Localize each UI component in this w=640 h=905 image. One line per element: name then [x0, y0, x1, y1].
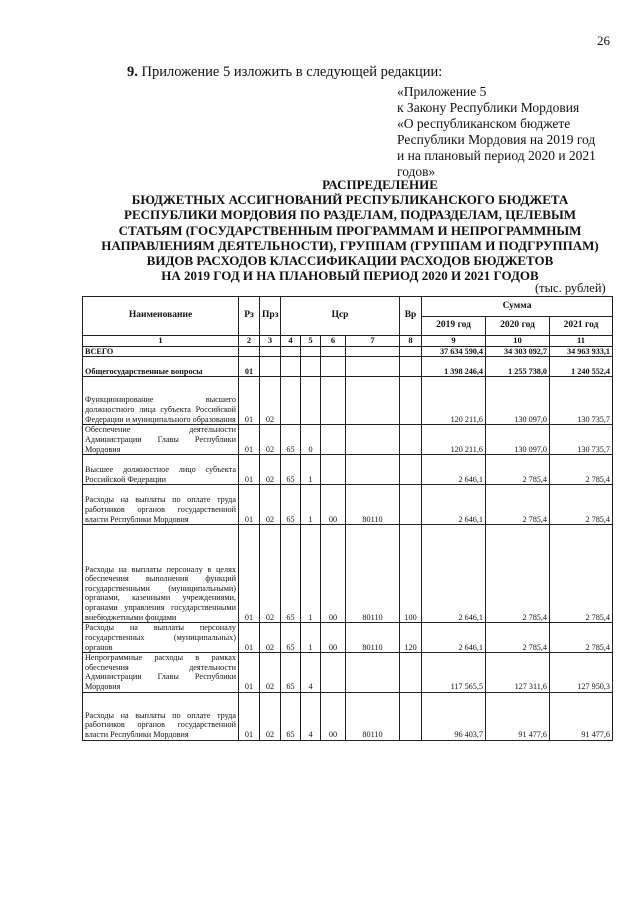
cell-c3: 00: [321, 692, 346, 740]
cell-c1: 65: [281, 692, 301, 740]
cell-prz: 02: [260, 485, 281, 525]
cell-c1: [281, 357, 301, 377]
cell-c1: 65: [281, 525, 301, 623]
cell-c4: 80110: [346, 623, 400, 653]
cell-y2019: 2 646,1: [422, 623, 486, 653]
cell-vr: [400, 346, 422, 357]
cell-vr: [400, 653, 422, 692]
cell-rz: 01: [239, 357, 260, 377]
cell-y2021: 2 785,4: [550, 623, 613, 653]
cell-name: Высшее должностное лицо субъекта Российской Федерации: [83, 455, 239, 485]
cell-prz: 02: [260, 425, 281, 455]
cell-c2: 0: [301, 425, 321, 455]
cell-y2019: 117 565,5: [422, 653, 486, 692]
cell-y2021: 1 240 552,4: [550, 357, 613, 377]
cell-c3: [321, 455, 346, 485]
cell-y2020: 130 097,0: [486, 425, 550, 455]
cell-vr: [400, 425, 422, 455]
column-number: 10: [486, 336, 550, 347]
table-row: [83, 425, 613, 455]
cell-c2: [301, 377, 321, 425]
cell-c1: 65: [281, 455, 301, 485]
column-number: 9: [422, 336, 486, 347]
cell-y2020: 2 785,4: [486, 485, 550, 525]
cell-c4: [346, 455, 400, 485]
cell-y2021: 2 785,4: [550, 485, 613, 525]
annex-line: к Закону Республики Мордовия: [397, 100, 580, 115]
column-number: 2: [239, 336, 260, 347]
cell-y2020: 2 785,4: [486, 455, 550, 485]
cell-c3: 00: [321, 623, 346, 653]
cell-c1: 65: [281, 623, 301, 653]
cell-vr: [400, 455, 422, 485]
table-row: [83, 653, 613, 692]
cell-name: Расходы на выплаты по оплате труда работников органов государственной власти Республики Мордовия: [83, 485, 239, 525]
cell-vr: [400, 357, 422, 377]
cell-c1: 65: [281, 653, 301, 692]
header-vr: Вр: [400, 297, 422, 336]
cell-c2: [301, 357, 321, 377]
cell-c1: 65: [281, 485, 301, 525]
cell-c2: 1: [301, 485, 321, 525]
cell-y2020: 34 303 092,7: [486, 346, 550, 357]
column-number: 5: [301, 336, 321, 347]
cell-y2019: 1 398 246,4: [422, 357, 486, 377]
cell-y2019: 2 646,1: [422, 455, 486, 485]
cell-vr: [400, 377, 422, 425]
cell-rz: 01: [239, 485, 260, 525]
table-row: [83, 377, 613, 425]
table-row: [83, 525, 613, 623]
cell-c4: [346, 653, 400, 692]
annex-header: [397, 84, 612, 180]
title-line: НАПРАВЛЕНИЯМ ДЕЯТЕЛЬНОСТИ), ГРУППАМ (ГРУППАМ И ПОДГРУППАМ): [101, 237, 599, 253]
column-number: 7: [346, 336, 400, 347]
cell-c4: [346, 425, 400, 455]
cell-prz: 02: [260, 455, 281, 485]
cell-y2021: 34 963 933,1: [550, 346, 613, 357]
cell-prz: 02: [260, 623, 281, 653]
cell-c2: 1: [301, 623, 321, 653]
column-number: 1: [83, 336, 239, 347]
title-line: РАСПРЕДЕЛЕНИЕ: [322, 177, 438, 192]
cell-c2: 1: [301, 455, 321, 485]
column-number: 11: [550, 336, 613, 347]
cell-y2019: 37 634 590,4: [422, 346, 486, 357]
cell-c3: [321, 357, 346, 377]
cell-rz: [239, 346, 260, 357]
unit-label: (тыс. рублей): [535, 281, 606, 295]
cell-prz: [260, 346, 281, 357]
column-number-row: [83, 336, 613, 347]
cell-y2019: 120 211,6: [422, 425, 486, 455]
cell-rz: 01: [239, 425, 260, 455]
header-rz: Рз: [239, 297, 260, 336]
title-line: СТАТЬЯМ (ГОСУДАРСТВЕННЫМ ПРОГРАММАМ И НЕПРОГРАММНЫМ: [118, 222, 582, 238]
cell-c4: [346, 357, 400, 377]
cell-c2: [301, 346, 321, 357]
annex-line: Республики Мордовия на 2019 год: [397, 132, 596, 147]
header-2020: 2020 год: [486, 317, 550, 336]
header-prz: Прз: [260, 297, 281, 336]
annex-line: и на плановый период 2020 и 2021: [397, 148, 596, 163]
header-name: Наименование: [83, 297, 239, 336]
cell-y2021: 127 950,3: [550, 653, 613, 692]
column-number: 4: [281, 336, 301, 347]
annex-line: «О республиканском бюджете: [397, 116, 571, 131]
table-row: [83, 692, 613, 740]
header-sum: Сумма: [422, 297, 613, 317]
item-number: 9.: [127, 64, 138, 80]
cell-vr: 120: [400, 623, 422, 653]
cell-vr: [400, 692, 422, 740]
cell-y2019: 96 403,7: [422, 692, 486, 740]
cell-c2: 4: [301, 653, 321, 692]
cell-y2020: 91 477,6: [486, 692, 550, 740]
cell-y2021: 130 735,7: [550, 377, 613, 425]
cell-name: Расходы на выплаты персоналу государственных (муниципальных) органов: [83, 623, 239, 653]
cell-name: Обеспечение деятельности Администрации Главы Республики Мордовия: [83, 425, 239, 455]
cell-prz: 02: [260, 525, 281, 623]
cell-c3: [321, 653, 346, 692]
cell-rz: 01: [239, 692, 260, 740]
cell-prz: 02: [260, 692, 281, 740]
cell-rz: 01: [239, 377, 260, 425]
cell-y2021: 2 785,4: [550, 525, 613, 623]
table-row: [83, 455, 613, 485]
annex-line: «Приложение 5: [397, 84, 487, 99]
header-2021: 2021 год: [550, 317, 613, 336]
cell-name: Общегосударственные вопросы: [83, 357, 239, 377]
page-number: 26: [597, 33, 610, 48]
annex-line: годов»: [397, 164, 436, 179]
cell-y2019: 2 646,1: [422, 525, 486, 623]
cell-c2: 1: [301, 525, 321, 623]
cell-y2020: 130 097,0: [486, 377, 550, 425]
column-number: 6: [321, 336, 346, 347]
cell-y2021: 130 735,7: [550, 425, 613, 455]
title-line: РЕСПУБЛИКИ МОРДОВИЯ ПО РАЗДЕЛАМ, ПОДРАЗДЕЛАМ, ЦЕЛЕВЫМ: [124, 207, 576, 223]
cell-c4: [346, 346, 400, 357]
cell-prz: 02: [260, 653, 281, 692]
cell-c1: [281, 377, 301, 425]
cell-c3: [321, 377, 346, 425]
cell-rz: 01: [239, 455, 260, 485]
header-tsr: Цср: [281, 297, 400, 336]
title-line: НА 2019 ГОД И НА ПЛАНОВЫЙ ПЕРИОД 2020 И 2021 ГОДОВ: [161, 268, 539, 284]
cell-name: Расходы на выплаты по оплате труда работников органов государственной власти Республики Мордовия: [83, 692, 239, 740]
item-text: Приложение 5 изложить в следующей редакции:: [141, 64, 443, 80]
cell-c3: [321, 425, 346, 455]
cell-y2021: 91 477,6: [550, 692, 613, 740]
cell-c4: 80110: [346, 525, 400, 623]
cell-y2019: 2 646,1: [422, 485, 486, 525]
cell-name: Расходы на выплаты персоналу в целях обеспечения выполнения функций государственными (муниципальными) органами, казенными учреждениями, органами управления государственными внебюджетными фондами: [83, 525, 239, 623]
cell-c3: [321, 346, 346, 357]
cell-c3: 00: [321, 485, 346, 525]
cell-c3: 00: [321, 525, 346, 623]
column-number: 8: [400, 336, 422, 347]
table-row: [83, 623, 613, 653]
cell-name: ВСЕГО: [83, 346, 239, 357]
budget-table: [82, 296, 613, 741]
cell-c4: 80110: [346, 692, 400, 740]
cell-y2021: 2 785,4: [550, 455, 613, 485]
cell-vr: [400, 485, 422, 525]
cell-y2020: 2 785,4: [486, 623, 550, 653]
table-row: [83, 346, 613, 357]
cell-c1: [281, 346, 301, 357]
cell-prz: 02: [260, 377, 281, 425]
cell-y2020: 127 311,6: [486, 653, 550, 692]
cell-y2019: 120 211,6: [422, 377, 486, 425]
cell-name: Функционирование высшего должностного лица субъекта Российской Федерации и муниципального образования: [83, 377, 239, 425]
cell-c1: 65: [281, 425, 301, 455]
cell-c4: 80110: [346, 485, 400, 525]
cell-rz: 01: [239, 653, 260, 692]
cell-c4: [346, 377, 400, 425]
cell-prz: [260, 357, 281, 377]
cell-c2: 4: [301, 692, 321, 740]
title-line: БЮДЖЕТНЫХ АССИГНОВАНИЙ РЕСПУБЛИКАНСКОГО БЮДЖЕТА: [131, 192, 569, 208]
cell-y2020: 1 255 738,0: [486, 357, 550, 377]
table-row: [83, 485, 613, 525]
column-number: 3: [260, 336, 281, 347]
table-row: [83, 357, 613, 377]
cell-rz: 01: [239, 623, 260, 653]
header-2019: 2019 год: [422, 317, 486, 336]
cell-name: Непрограммные расходы в рамках обеспечения деятельности Администрации Главы Республики Мордовия: [83, 653, 239, 692]
amendment-lead: [127, 64, 442, 81]
title-line: ВИДОВ РАСХОДОВ КЛАССИФИКАЦИИ РАСХОДОВ БЮДЖЕТОВ: [146, 253, 554, 269]
cell-rz: 01: [239, 525, 260, 623]
document-title: [80, 177, 620, 283]
cell-y2020: 2 785,4: [486, 525, 550, 623]
cell-vr: 100: [400, 525, 422, 623]
